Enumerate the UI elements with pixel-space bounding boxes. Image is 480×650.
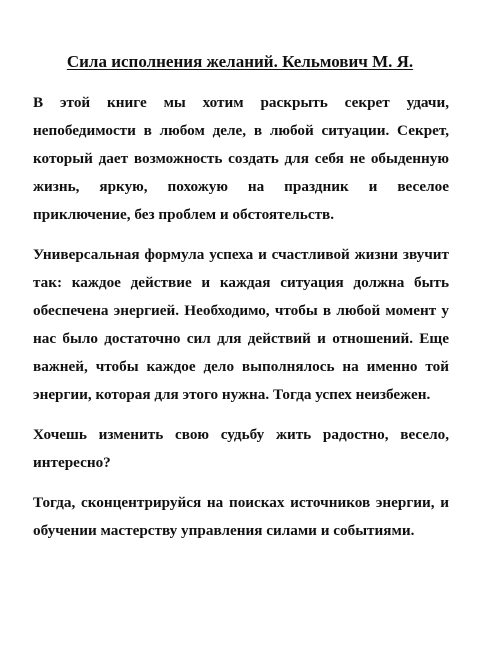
paragraph-1: В этой книге мы хотим раскрыть секрет удачи, непобедимости в любом деле, в любой ситуации. Секрет, который дает возможность создать для себя не обыденную жизнь, яркую, похожую на праздник и веселое приключение, без проблем и обстоятельств. <box>33 94 449 223</box>
document-title: Сила исполнения желаний. Кельмович М. Я. <box>66 52 414 71</box>
paragraph-4: Тогда, сконцентрируйся на поисках источников энергии, и обучении мастерству управления силами и событиями. <box>33 494 449 539</box>
paragraph-2: Универсальная формула успеха и счастливой жизни звучит так: каждое действие и каждая ситуация должна быть обеспечена энергией. Необходимо, чтобы в любой момент у нас было достаточно сил для действий и отношений. Еще важней, чтобы каждое дело выполнялось на именно той энергии, которая для этого нужна. Тогда успех неизбежен. <box>33 246 449 403</box>
paragraph-3: Хочешь изменить свою судьбу жить радостно, весело, интересно? <box>33 426 449 471</box>
document-body <box>33 89 449 557</box>
